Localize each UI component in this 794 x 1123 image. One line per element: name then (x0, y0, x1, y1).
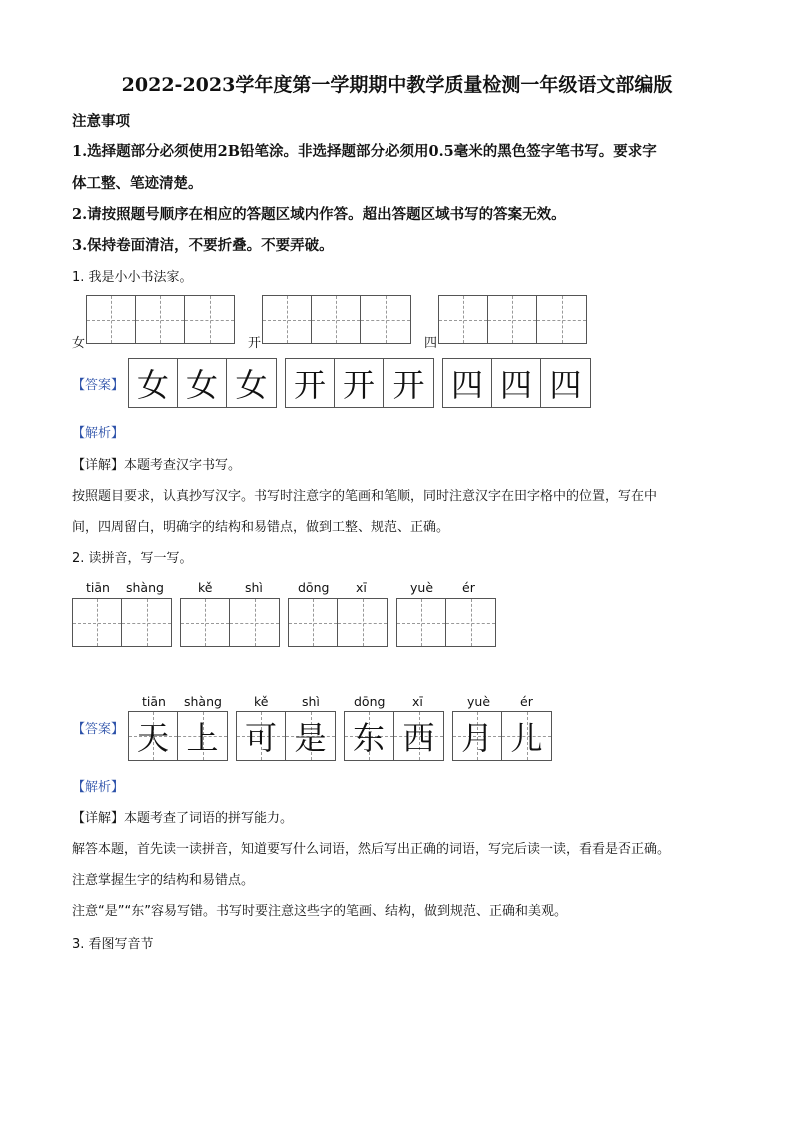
answer-char: 东 (352, 719, 385, 757)
q2-write-grid-2[interactable] (180, 598, 280, 647)
pinyin: kě (198, 580, 213, 595)
q1-label-1: 女 (72, 336, 86, 351)
answer-char: 是 (294, 719, 327, 757)
answer-char: 开 (342, 366, 375, 404)
grid-cell[interactable] (122, 599, 171, 646)
q1-label-3: 四 (424, 336, 438, 351)
answer-char: 女 (185, 366, 218, 404)
q1-answer-grid-3 (442, 358, 591, 408)
q1-answer-tag: 【答案】 (72, 378, 125, 393)
q1-write-grid-2[interactable] (262, 295, 411, 344)
q2-write-grid-3[interactable] (288, 598, 388, 647)
pinyin: shì (302, 694, 320, 709)
q2-answer-tag: 【答案】 (72, 722, 125, 737)
pinyin: xī (356, 580, 367, 595)
grid-cell[interactable] (181, 599, 230, 646)
q2-answer-grid-1 (128, 711, 228, 761)
grid-cell[interactable] (87, 296, 136, 343)
grid-cell[interactable] (289, 599, 338, 646)
notes-line-1a: 1.选择题部分必须使用2B铅笔涂。非选择题部分必须用0.5毫米的黑色签字笔书写。要求字 (72, 143, 657, 160)
q3-prompt: 3. 看图写音节 (72, 937, 154, 952)
q2-write-grid-4[interactable] (396, 598, 496, 647)
grid-cell[interactable] (397, 599, 446, 646)
q1-answer-grid-2 (285, 358, 434, 408)
pinyin: xī (412, 694, 423, 709)
answer-char: 天 (136, 719, 169, 757)
answer-char: 女 (235, 366, 268, 404)
pinyin: shàng (184, 694, 222, 709)
q1-answer-grid-1 (128, 358, 277, 408)
q1-label-2: 开 (248, 336, 262, 351)
pinyin: shì (245, 580, 263, 595)
q2-answer-grid-2 (236, 711, 336, 761)
answer-char: 西 (402, 719, 435, 757)
answer-char: 四 (549, 366, 582, 404)
answer-char: 儿 (510, 719, 543, 757)
pinyin: tiān (142, 694, 166, 709)
q2-text-2: 注意掌握生字的结构和易错点。 (72, 873, 255, 888)
answer-char: 上 (186, 719, 219, 757)
q2-text-1: 解答本题，首先读一读拼音，知道要写什么词语，然后写出正确的词语，写完后读一读，看看是否正确。 (72, 842, 671, 857)
q2-text-3: 注意“是”“东”容易写错。书写时要注意这些字的笔画、结构，做到规范、正确和美观。 (72, 904, 567, 919)
q1-prompt: 1. 我是小小书法家。 (72, 270, 193, 285)
answer-char: 月 (460, 719, 493, 757)
pinyin: dōng (298, 580, 330, 595)
pinyin: dōng (354, 694, 386, 709)
answer-char: 女 (136, 366, 169, 404)
grid-cell[interactable] (73, 599, 122, 646)
pinyin: kě (254, 694, 269, 709)
answer-char: 开 (392, 366, 425, 404)
q1-analysis-tag: 【解析】 (72, 426, 125, 441)
q2-answer-grid-3 (344, 711, 444, 761)
page-title: 2022-2023学年度第一学期期中教学质量检测一年级语文部编版 (121, 74, 673, 96)
notes-line-1b: 体工整、笔迹清楚。 (72, 175, 203, 192)
pinyin: ér (520, 694, 533, 709)
grid-cell[interactable] (537, 296, 586, 343)
answer-char: 可 (244, 719, 277, 757)
q2-write-grid-1[interactable] (72, 598, 172, 647)
notes-line-3: 3.保持卷面清洁，不要折叠。不要弄破。 (72, 237, 334, 254)
pinyin: shàng (126, 580, 164, 595)
q1-text-2: 间，四周留白，明确字的结构和易错点，做到工整、规范、正确。 (72, 520, 450, 535)
q2-detail: 【详解】本题考查了词语的拼写能力。 (72, 811, 294, 826)
grid-cell[interactable] (185, 296, 234, 343)
notes-heading: 注意事项 (72, 113, 130, 130)
grid-cell[interactable] (263, 296, 312, 343)
q1-write-grid-1[interactable] (86, 295, 235, 344)
q2-answer-grid-4 (452, 711, 552, 761)
grid-cell[interactable] (361, 296, 410, 343)
q1-text-1: 按照题目要求，认真抄写汉字。书写时注意字的笔画和笔顺，同时注意汉字在田字格中的位置，写在中 (72, 489, 658, 504)
answer-char: 四 (499, 366, 532, 404)
q1-write-grid-3[interactable] (438, 295, 587, 344)
grid-cell[interactable] (136, 296, 185, 343)
notes-line-2: 2.请按照题号顺序在相应的答题区域内作答。超出答题区域书写的答案无效。 (72, 206, 566, 223)
q2-prompt: 2. 读拼音，写一写。 (72, 551, 193, 566)
grid-cell[interactable] (338, 599, 387, 646)
answer-char: 开 (293, 366, 326, 404)
pinyin: tiān (86, 580, 110, 595)
grid-cell[interactable] (439, 296, 488, 343)
grid-cell[interactable] (230, 599, 279, 646)
pinyin: yuè (410, 580, 434, 595)
answer-char: 四 (450, 366, 483, 404)
q1-detail: 【详解】本题考查汉字书写。 (72, 458, 242, 473)
pinyin: yuè (467, 694, 491, 709)
grid-cell[interactable] (312, 296, 361, 343)
grid-cell[interactable] (446, 599, 495, 646)
q2-analysis-tag: 【解析】 (72, 780, 125, 795)
grid-cell[interactable] (488, 296, 537, 343)
pinyin: ér (462, 580, 475, 595)
